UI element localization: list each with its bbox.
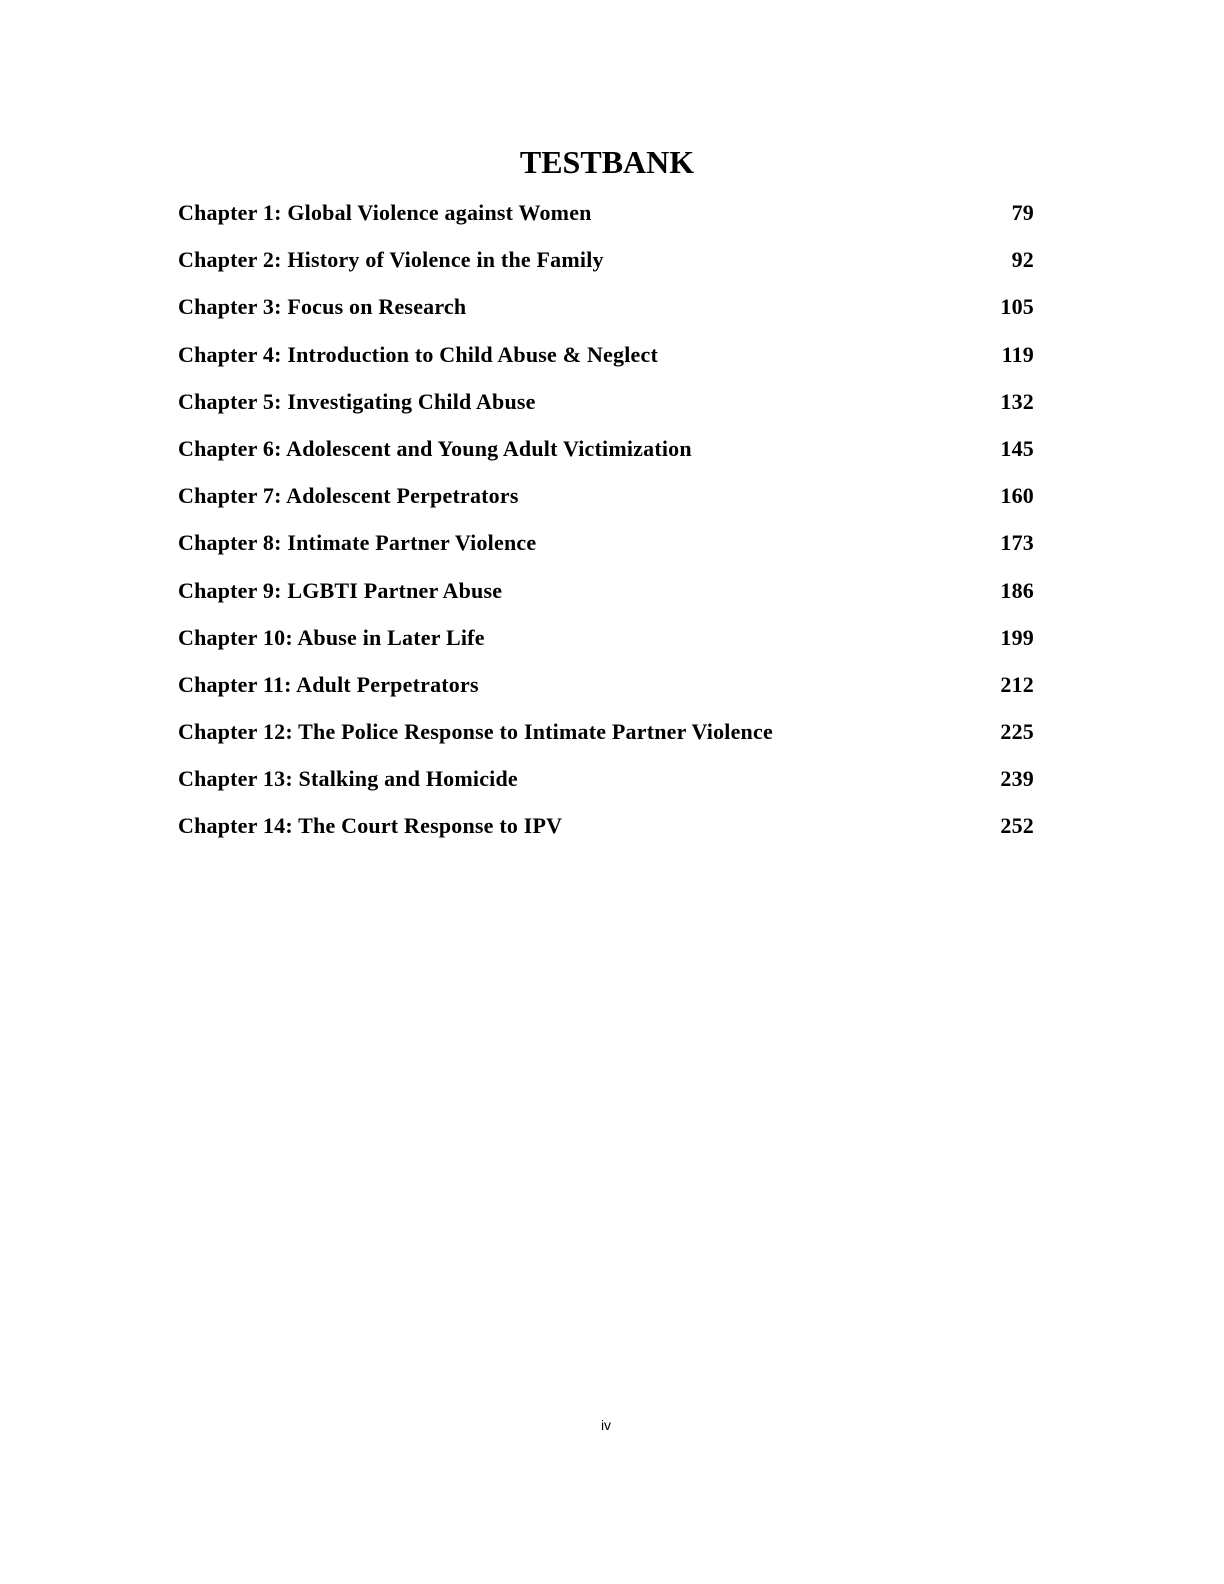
toc-chapter-title: Chapter 6: Adolescent and Young Adult Victimization bbox=[178, 435, 692, 461]
toc-row-chapter-12[interactable] bbox=[178, 715, 1034, 762]
toc-chapter-title: Chapter 2: History of Violence in the Family bbox=[178, 247, 604, 273]
toc-chapter-title: Chapter 13: Stalking and Homicide bbox=[178, 766, 518, 792]
toc-row-chapter-14[interactable] bbox=[178, 809, 1034, 856]
toc-page-number: 105 bbox=[1000, 294, 1034, 320]
toc-row-chapter-4[interactable] bbox=[178, 338, 1034, 385]
toc-page-number: 160 bbox=[1000, 483, 1034, 509]
toc-page-number: 79 bbox=[1011, 200, 1034, 225]
toc-chapter-title: Chapter 9: LGBTI Partner Abuse bbox=[178, 577, 503, 603]
toc-row-chapter-11[interactable] bbox=[178, 668, 1034, 715]
toc-page-number: 119 bbox=[1001, 341, 1034, 367]
toc-chapter-title: Chapter 4: Introduction to Child Abuse & Neglect bbox=[178, 341, 658, 367]
toc-row-chapter-7[interactable] bbox=[178, 479, 1034, 526]
toc-page-number: 186 bbox=[1000, 577, 1034, 603]
table-of-contents bbox=[178, 196, 1034, 857]
toc-row-chapter-10[interactable] bbox=[178, 621, 1034, 668]
toc-chapter-title: Chapter 1: Global Violence against Women bbox=[178, 200, 592, 225]
toc-row-chapter-6[interactable] bbox=[178, 432, 1034, 479]
toc-chapter-title: Chapter 10: Abuse in Later Life bbox=[178, 624, 485, 650]
toc-page-number: 212 bbox=[1000, 671, 1034, 697]
page-title: TESTBANK bbox=[519, 144, 695, 180]
toc-row-chapter-2[interactable] bbox=[178, 243, 1034, 290]
toc-row-chapter-1[interactable] bbox=[178, 196, 1034, 243]
toc-page-number: 145 bbox=[1000, 435, 1034, 461]
toc-row-chapter-3[interactable] bbox=[178, 290, 1034, 337]
toc-chapter-title: Chapter 8: Intimate Partner Violence bbox=[178, 530, 537, 556]
toc-chapter-title: Chapter 14: The Court Response to IPV bbox=[178, 813, 563, 839]
toc-chapter-title: Chapter 3: Focus on Research bbox=[178, 294, 467, 320]
toc-row-chapter-13[interactable] bbox=[178, 762, 1034, 809]
toc-page-number: 132 bbox=[1000, 388, 1034, 414]
page-footer-number: iv bbox=[600, 1417, 612, 1433]
toc-chapter-title: Chapter 12: The Police Response to Intimate Partner Violence bbox=[178, 719, 773, 745]
toc-page-number: 199 bbox=[1000, 624, 1034, 650]
toc-chapter-title: Chapter 11: Adult Perpetrators bbox=[178, 671, 479, 697]
toc-chapter-title: Chapter 7: Adolescent Perpetrators bbox=[178, 483, 519, 509]
toc-chapter-title: Chapter 5: Investigating Child Abuse bbox=[178, 388, 536, 414]
toc-row-chapter-8[interactable] bbox=[178, 526, 1034, 573]
toc-row-chapter-5[interactable] bbox=[178, 385, 1034, 432]
toc-row-chapter-9[interactable] bbox=[178, 574, 1034, 621]
toc-page-number: 92 bbox=[1011, 247, 1034, 273]
toc-page-number: 252 bbox=[1000, 813, 1034, 839]
toc-page-number: 173 bbox=[1000, 530, 1034, 556]
toc-page-number: 239 bbox=[1000, 766, 1034, 792]
toc-page-number: 225 bbox=[1000, 719, 1034, 745]
